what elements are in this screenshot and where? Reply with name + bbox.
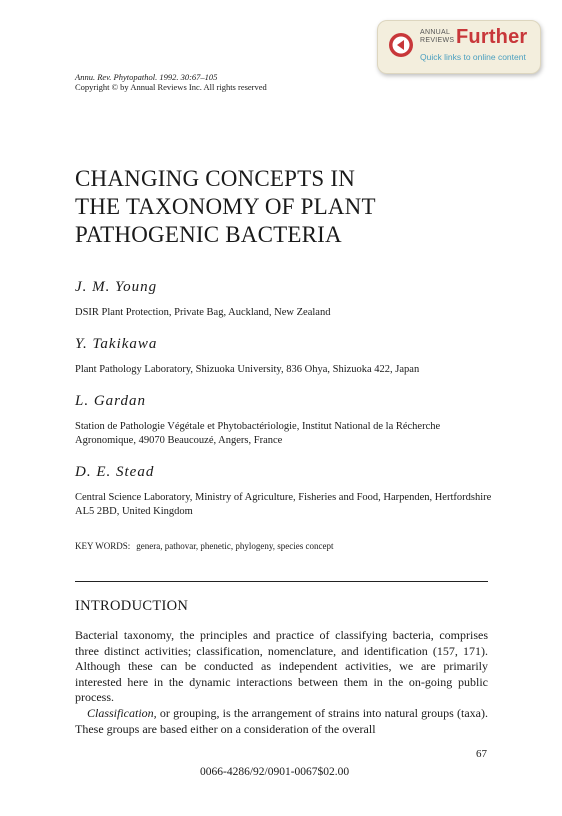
author-name: Y. Takikawa — [75, 336, 158, 352]
copyright-notice: Copyright © by Annual Reviews Inc. All rights reserved — [75, 82, 267, 92]
keywords-label: KEY WORDS: — [75, 541, 131, 551]
journal-citation: Annu. Rev. Phytopathol. 1992. 30:67–105 — [75, 72, 218, 82]
title-line-1: CHANGING CONCEPTS IN — [75, 166, 356, 191]
keywords-values: genera, pathovar, phenetic, phylogeny, species concept — [136, 541, 334, 551]
author-affiliation: Station de Pathologie Végétale et Phytobactériologie, Institut National de la Récherche Agronomique, 49070 Beaucouzé, Angers, France — [75, 421, 441, 446]
page-number: 67 — [476, 748, 487, 760]
paragraph: Bacterial taxonomy, the principles and practice of classifying bacteria, comprises three distinct activities; classification, nomenclature, and identification (157, 171). Although these can be conducted as independent activities, we are primarily interested here in the dynamic interactions between them in the on-going public process. — [75, 628, 488, 705]
paragraph — [75, 706, 488, 737]
badge-reviews-label: REVIEWS — [420, 37, 455, 44]
article-code: 0066-4286/92/0901-0067$02.00 — [200, 766, 350, 778]
annual-reviews-further-badge[interactable] — [377, 20, 541, 74]
citation-block — [75, 72, 267, 92]
author-name: L. Gardan — [75, 393, 146, 409]
section-heading: INTRODUCTION — [75, 598, 189, 614]
badge-further-label: Further — [456, 26, 528, 48]
body-text — [75, 628, 488, 737]
author-name: D. E. Stead — [75, 464, 155, 480]
keywords-line — [75, 541, 334, 551]
author-affiliation: Central Science Laboratory, Ministry of Agriculture, Fisheries and Food, Harpenden, Hertfordshire AL5 2BD, United Kingdom — [75, 492, 492, 517]
author-affiliation: DSIR Plant Protection, Private Bag, Auckland, New Zealand — [75, 307, 331, 318]
paragraph-rest: or grouping, is the arrangement of strains into natural groups (taxa). These groups are based either on a consideration of the overall — [75, 705, 488, 736]
section-divider — [75, 581, 488, 582]
badge-annual-label: ANNUAL — [420, 29, 451, 36]
author-name: J. M. Young — [75, 279, 158, 295]
article-title — [75, 165, 376, 249]
badge-tagline: Quick links to online content — [420, 52, 526, 62]
defined-term: Classification, — [87, 705, 157, 720]
play-arrow-icon — [388, 32, 414, 58]
title-line-2: THE TAXONOMY OF PLANT — [75, 194, 376, 219]
title-line-3: PATHOGENIC BACTERIA — [75, 222, 342, 247]
author-affiliation: Plant Pathology Laboratory, Shizuoka University, 836 Ohya, Shizuoka 422, Japan — [75, 364, 420, 375]
